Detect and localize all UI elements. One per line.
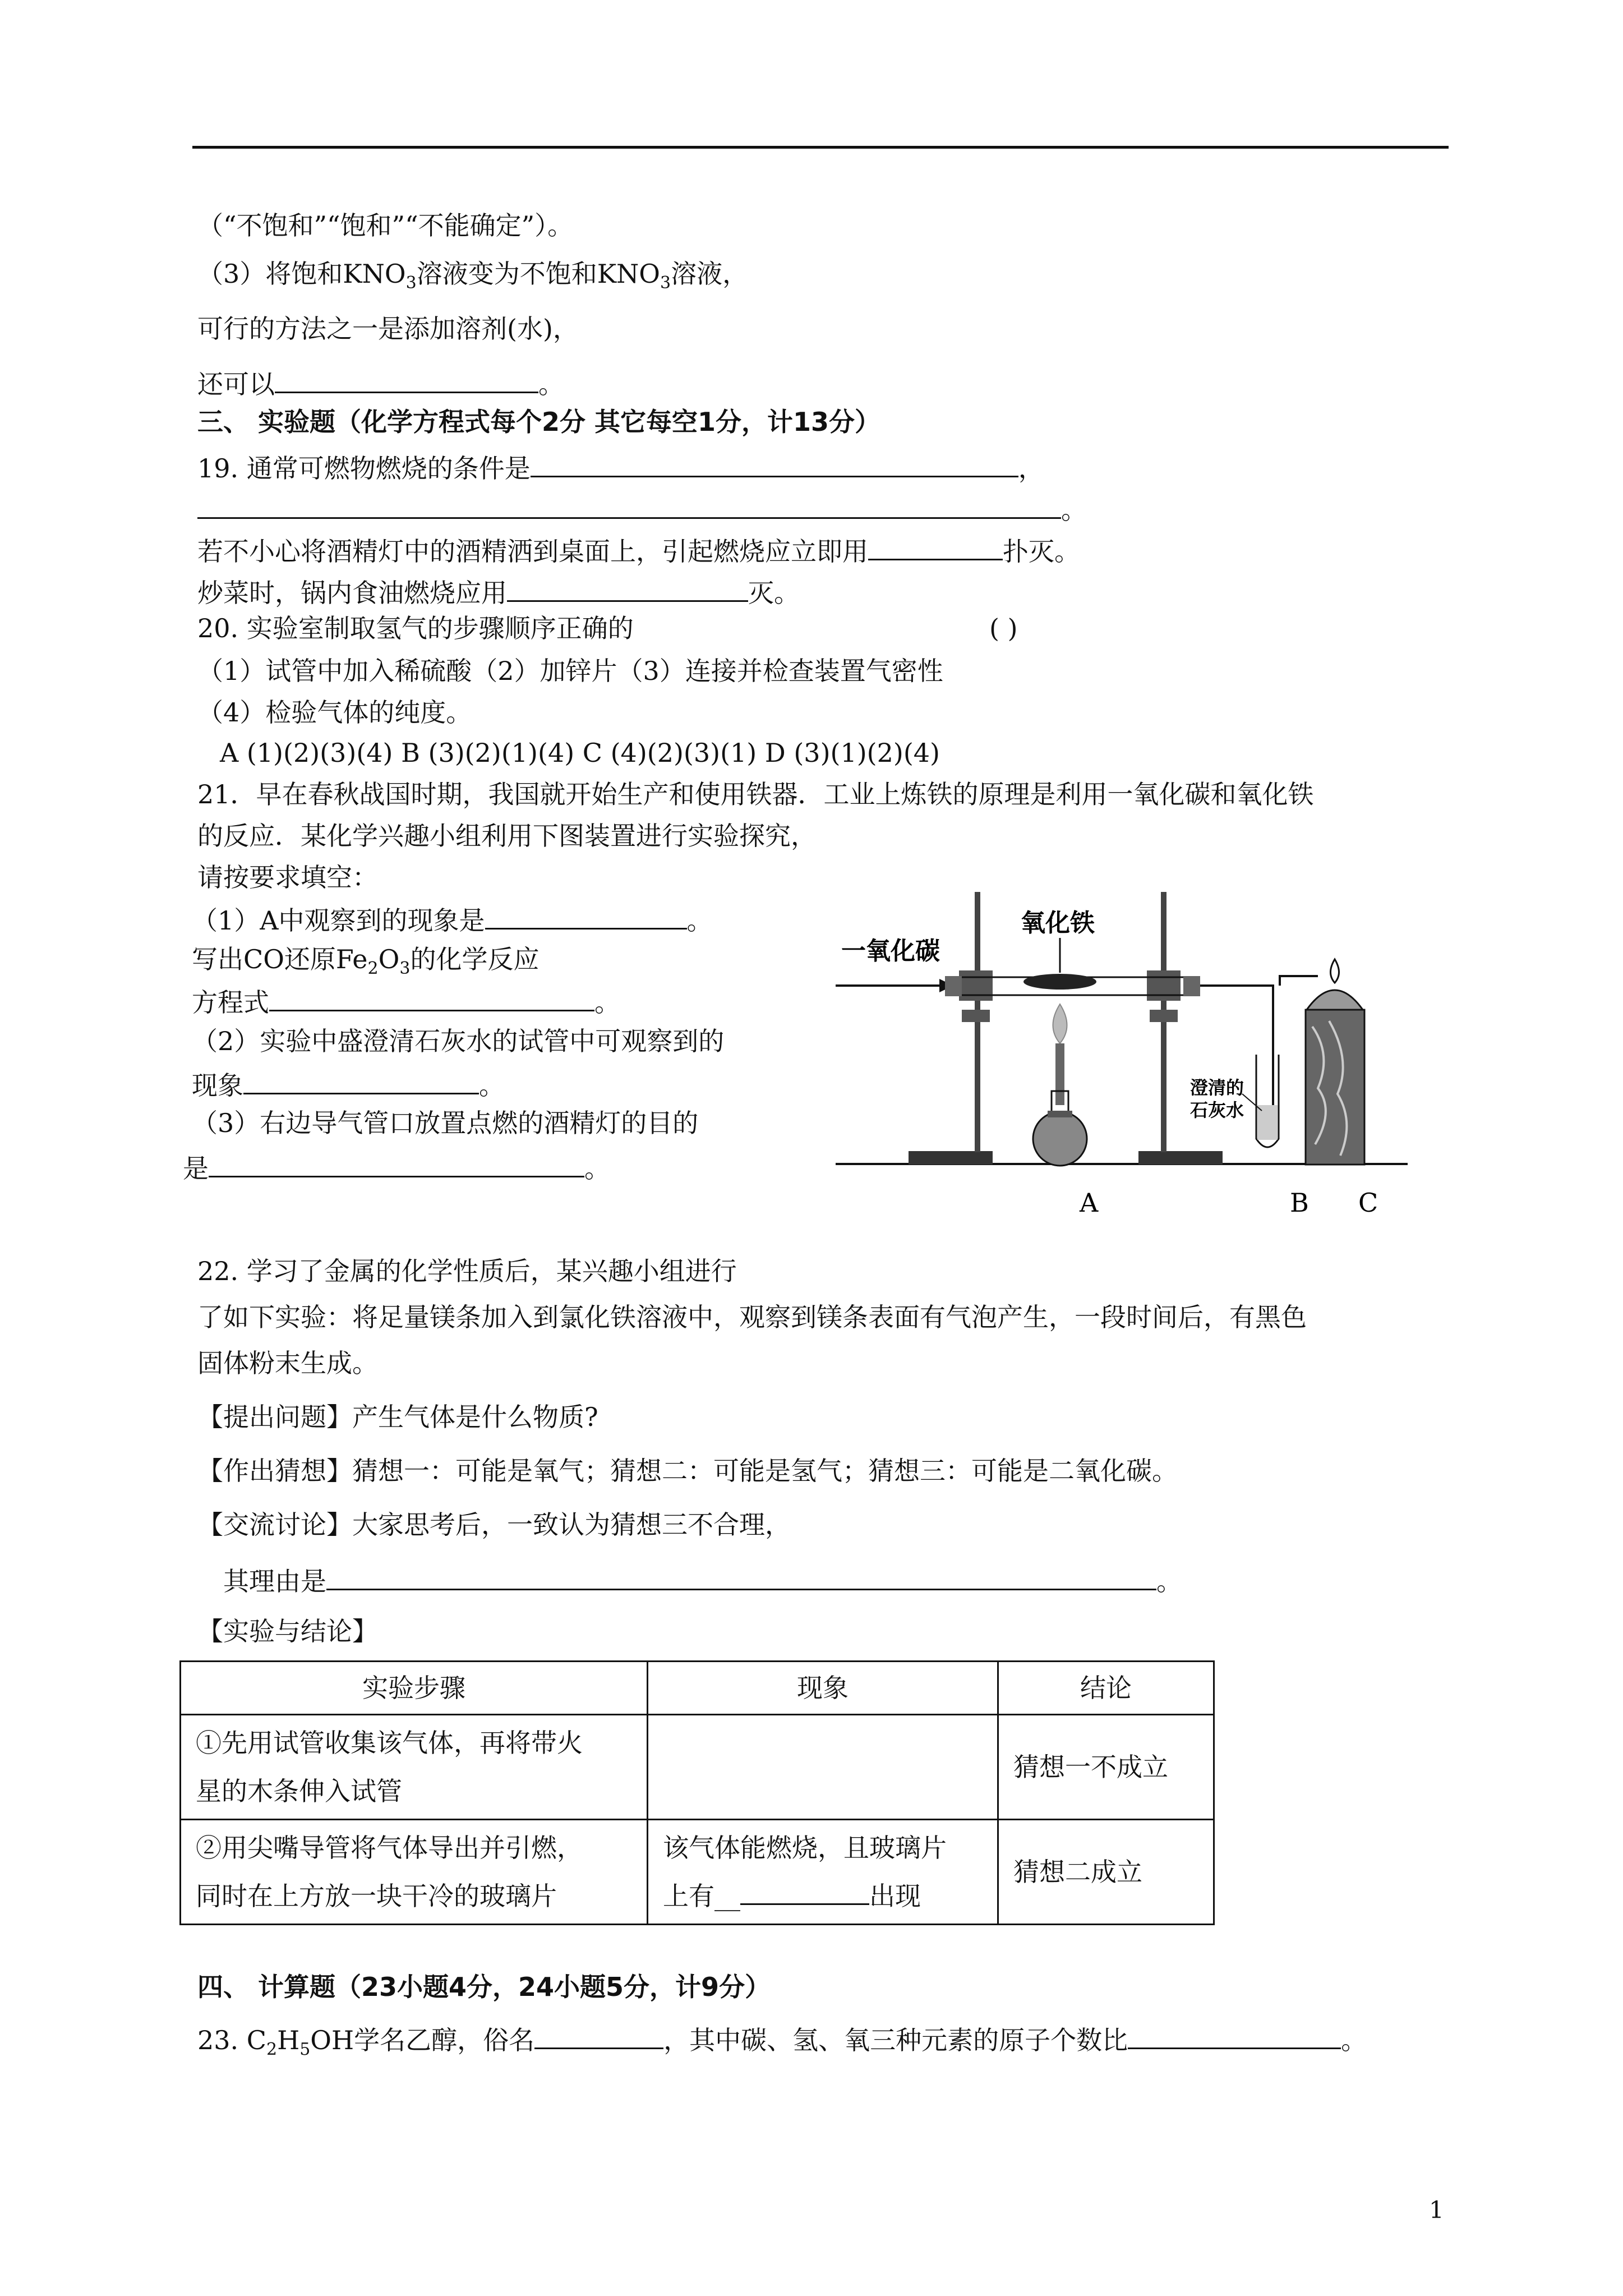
q21-stem3: 请按要求填空： [197,862,378,892]
q21-eq-line: 写出CO还原$Fe_2O_3$的化学反应 [192,944,540,979]
table-header-row [181,1662,1214,1715]
table-cell-phenomenon: 该气体能燃烧，且玻璃片 上有__ 出现 [648,1820,998,1925]
co-label: 一氧化碳 [841,937,940,965]
apparatus-diagram [824,875,1441,1223]
table-header: 现象 [648,1662,998,1715]
q21-stem1: 21．早在春秋战国时期，我国就开始生产和使用铁器．工业上炼铁的原理是利用一氧化碳和氧化铁 [197,779,1314,809]
q21-stem2: 的反应．某化学兴趣小组利用下图装置进行实验探究， [197,821,817,851]
table-cell-conclusion: 猜想二成立 [998,1820,1214,1925]
q21-c: （3）右边导气管口放置点燃的酒精灯的目的 [192,1108,699,1138]
q21-eq2: 方程式 。 [192,983,620,1019]
table-cell-step: ①先用试管收集该气体，再将带火 星的木条伸入试管 [181,1715,648,1820]
experiment-table [179,1660,1215,1925]
q22-stem2: 了如下实验：将足量镁条加入到氯化铁溶液中，观察到镁条表面有气泡产生，一段时间后，有黑色 [197,1302,1307,1332]
q19-line4: 炒菜时，锅内食油燃烧应用 灭。 [197,573,800,610]
section3-title: 三、 实验题（化学方程式每个2分 其它每空1分，计13分） [197,407,881,437]
q22-guess: 【作出猜想】猜想一：可能是氧气；猜想二：可能是氢气；猜想三：可能是二氧化碳。 [197,1456,1178,1486]
answer-blank[interactable] [197,490,1061,519]
answer-blank[interactable] [275,365,538,393]
answer-blank[interactable] [868,532,1003,560]
answer-blank[interactable] [485,901,687,930]
table-row [181,1820,1214,1925]
q19-line3: 若不小心将酒精灯中的酒精洒到桌面上，引起燃烧应立即用 扑灭。 [197,532,1080,568]
answer-blank[interactable] [534,2021,663,2049]
q20-steps2: （4）检验气体的纯度。 [197,697,472,728]
answer-blank[interactable] [243,1066,479,1094]
table-cell-conclusion: 猜想一不成立 [998,1715,1214,1820]
q18-item3: （3）将饱和$KNO_3$溶液变为不饱和$KNO_3$溶液， [197,259,749,293]
answer-blank[interactable] [1128,2021,1341,2049]
page-number: 1 [1429,2196,1444,2224]
q22-reason: 其理由是 。 [223,1562,1182,1598]
label-b: B [1290,1188,1309,1218]
q20-options: A (1)(2)(3)(4) B (3)(2)(1)(4) C (4)(2)(3)(1) D (3)(1)(2)(4) [220,738,940,768]
answer-blank[interactable] [326,1562,1156,1590]
table-cell-step: ②用尖嘴导管将气体导出并引燃， 同时在上方放一块干冷的玻璃片 [181,1820,648,1925]
q23-line: 23. $C_2H_5OH$学名乙醇，俗名 ，其中碳、氢、氧三种元素的原子个数比 。 [197,2021,1367,2067]
answer-blank[interactable] [209,1149,584,1177]
q21-a: （1）A中观察到的现象是 。 [192,901,713,937]
q22-question: 【提出问题】产生气体是什么物质? [197,1402,598,1432]
q22-stem1: 22. 学习了金属的化学性质后，某兴趣小组进行 [197,1256,737,1286]
q18-also-line: 还可以 。 [197,365,564,401]
table-header: 结论 [998,1662,1214,1715]
q18-options-line: （“不饱和”“饱和”“不能确定”）。 [197,210,574,241]
q22-conclusion-heading: 【实验与结论】 [197,1616,378,1646]
answer-blank[interactable] [507,573,748,602]
q19-line2: 。 [197,490,1087,527]
table-row [181,1715,1214,1820]
q22-stem3: 固体粉末生成。 [197,1348,378,1378]
section4-title: 四、 计算题（23小题4分，24小题5分，计9分） [197,1972,771,2002]
limewater-label-1: 澄清的 [1190,1077,1244,1098]
q18-method-line: 可行的方法之一是添加溶剂(水)， [197,314,579,344]
limewater-label-2: 石灰水 [1190,1099,1244,1121]
q22-discuss: 【交流讨论】大家思考后，一致认为猜想三不合理， [197,1510,791,1540]
q19-line1: 19. 通常可燃物燃烧的条件是 ， [197,449,1044,485]
q20-answer-paren[interactable]: ( ) [989,613,1018,643]
q21-b2: 现象 。 [192,1066,505,1102]
answer-blank[interactable] [531,449,1018,477]
table-cell-phenomenon-blank[interactable] [648,1715,998,1820]
label-c: C [1358,1188,1378,1218]
q20-stem: 20. 实验室制取氢气的步骤顺序正确的 [197,613,634,643]
label-a: A [1080,1188,1099,1218]
table-header: 实验步骤 [181,1662,648,1715]
q21-b: （2）实验中盛澄清石灰水的试管中可观察到的 [192,1026,725,1056]
header-rule [192,146,1449,149]
q21-c2: 是 。 [183,1149,610,1185]
answer-blank[interactable] [740,1876,869,1905]
q20-steps1: （1）试管中加入稀硫酸（2）加锌片（3）连接并检查装置气密性 [197,656,943,686]
answer-blank[interactable] [269,983,594,1011]
iron-oxide-label: 氧化铁 [1021,909,1095,937]
